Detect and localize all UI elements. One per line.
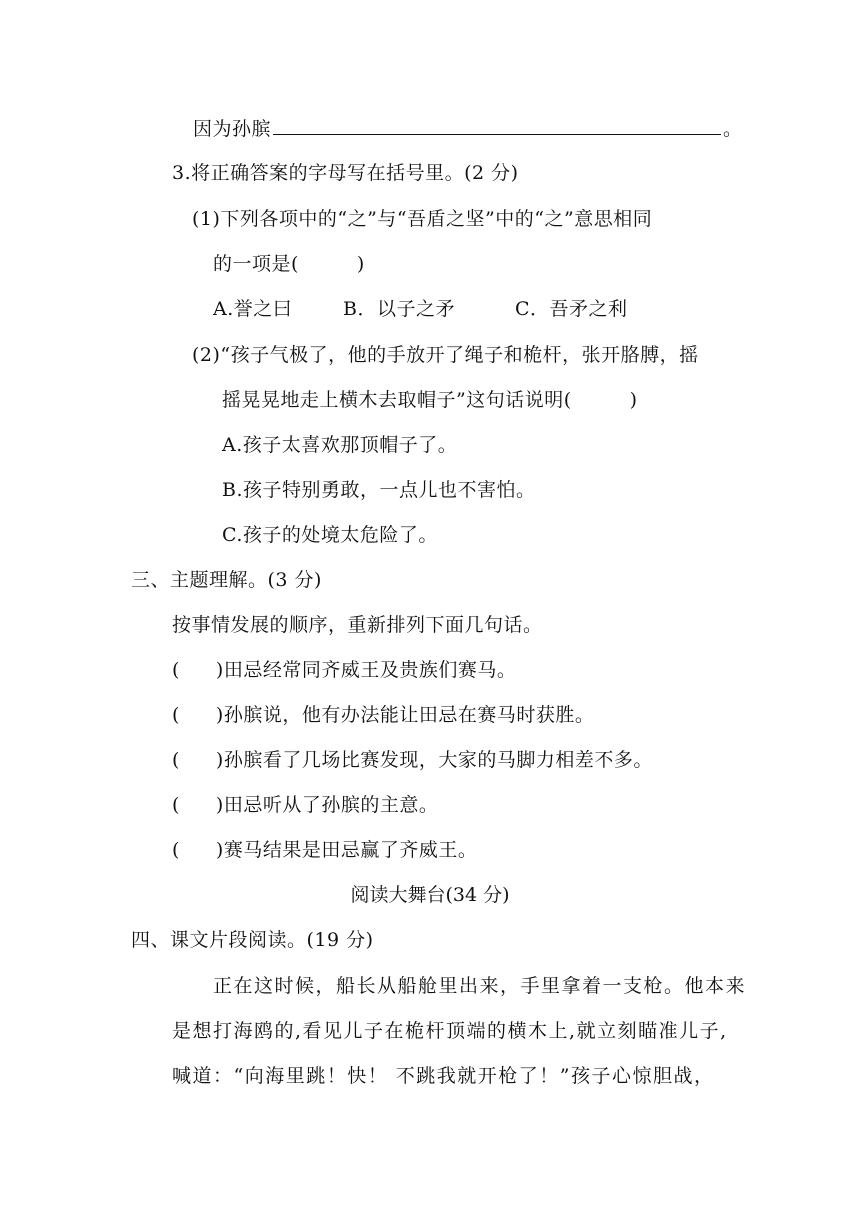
order-blank-5[interactable] <box>180 837 216 863</box>
order-item-text: 孙膑看了几场比赛发现，大家的马脚力相差不多。 <box>223 749 653 771</box>
option-b: B．以子之矛 <box>343 298 455 320</box>
answer-blank[interactable] <box>273 116 721 135</box>
paren-open: ( <box>172 794 180 816</box>
paren-open: ( <box>172 839 180 861</box>
order-blank-4[interactable] <box>180 792 216 818</box>
reading-section-title: 阅读大舞台(34 分) <box>350 884 510 906</box>
question-3-2-line1: (2)“孩子气极了，他的手放开了绳子和桅杆，张开胳膊，摇 <box>192 344 699 366</box>
order-item-3 <box>172 747 653 773</box>
answer-prefix: 因为孙膑 <box>193 118 272 140</box>
answer-line-q2 <box>193 116 743 142</box>
order-item-text: 孙膑说，他有办法能让田忌在赛马时获胜。 <box>223 704 595 726</box>
paren-close: ) <box>215 839 224 861</box>
order-item-1 <box>172 657 516 683</box>
question-3-1-options <box>213 296 628 322</box>
order-item-5 <box>172 837 477 863</box>
order-item-text: 赛马结果是田忌赢了齐威王。 <box>223 839 478 861</box>
paren-close: ) <box>356 253 365 275</box>
paren-close: ) <box>215 704 224 726</box>
question-3-1-line1: (1)下列各项中的“之”与“吾盾之坚”中的“之”意思相同 <box>192 208 653 230</box>
passage-line-2: 是想打海鸥的,看见儿子在桅杆顶端的横木上,就立刻瞄准儿子, <box>172 1020 728 1042</box>
answer-paren-3-2[interactable] <box>572 387 630 413</box>
order-item-2 <box>172 702 594 728</box>
section-3-instruction: 按事情发展的顺序，重新排列下面几句话。 <box>172 614 543 636</box>
paren-close: ) <box>215 659 224 681</box>
option-a: A.誉之曰 <box>213 298 293 320</box>
answer-suffix: 。 <box>723 118 743 140</box>
section-4-heading: 四、课文片段阅读。(19 分) <box>131 929 374 951</box>
answer-paren-3-1[interactable] <box>299 251 357 277</box>
order-blank-1[interactable] <box>180 657 216 683</box>
passage-line-1: 正在这时候，船长从船舱里出来，手里拿着一支枪。他本来 <box>213 975 747 997</box>
order-item-4 <box>172 792 438 818</box>
order-item-text: 田忌听从了孙膑的主意。 <box>223 794 439 816</box>
question-3-2-line2 <box>222 387 638 413</box>
option-c: C．吾矛之利 <box>515 298 628 320</box>
option-c: C.孩子的处境太危险了。 <box>222 524 438 546</box>
option-b: B.孩子特别勇敢，一点儿也不害怕。 <box>222 479 536 501</box>
paren-open: ( <box>172 704 180 726</box>
paren-open: ( <box>172 749 180 771</box>
question-3-heading: 3.将正确答案的字母写在括号里。(2 分) <box>172 162 519 184</box>
question-3-1-line2 <box>213 251 365 277</box>
option-a: A.孩子太喜欢那顶帽子了。 <box>222 434 458 456</box>
order-item-text: 田忌经常同齐威王及贵族们赛马。 <box>223 659 517 681</box>
paren-close: ) <box>629 389 638 411</box>
passage-line-3: 喊道：“向海里跳！快！ 不跳我就开枪了！”孩子心惊胆战， <box>172 1065 715 1087</box>
order-blank-3[interactable] <box>180 747 216 773</box>
paren-open: ( <box>172 659 180 681</box>
paren-close: ) <box>215 794 224 816</box>
question-3-2-text: 摇晃晃地走上横木去取帽子”这句话说明( <box>222 389 572 411</box>
question-3-1-text: 的一项是( <box>213 253 299 275</box>
paren-close: ) <box>215 749 224 771</box>
section-3-heading: 三、主题理解。(3 分) <box>131 569 322 591</box>
order-blank-2[interactable] <box>180 702 216 728</box>
